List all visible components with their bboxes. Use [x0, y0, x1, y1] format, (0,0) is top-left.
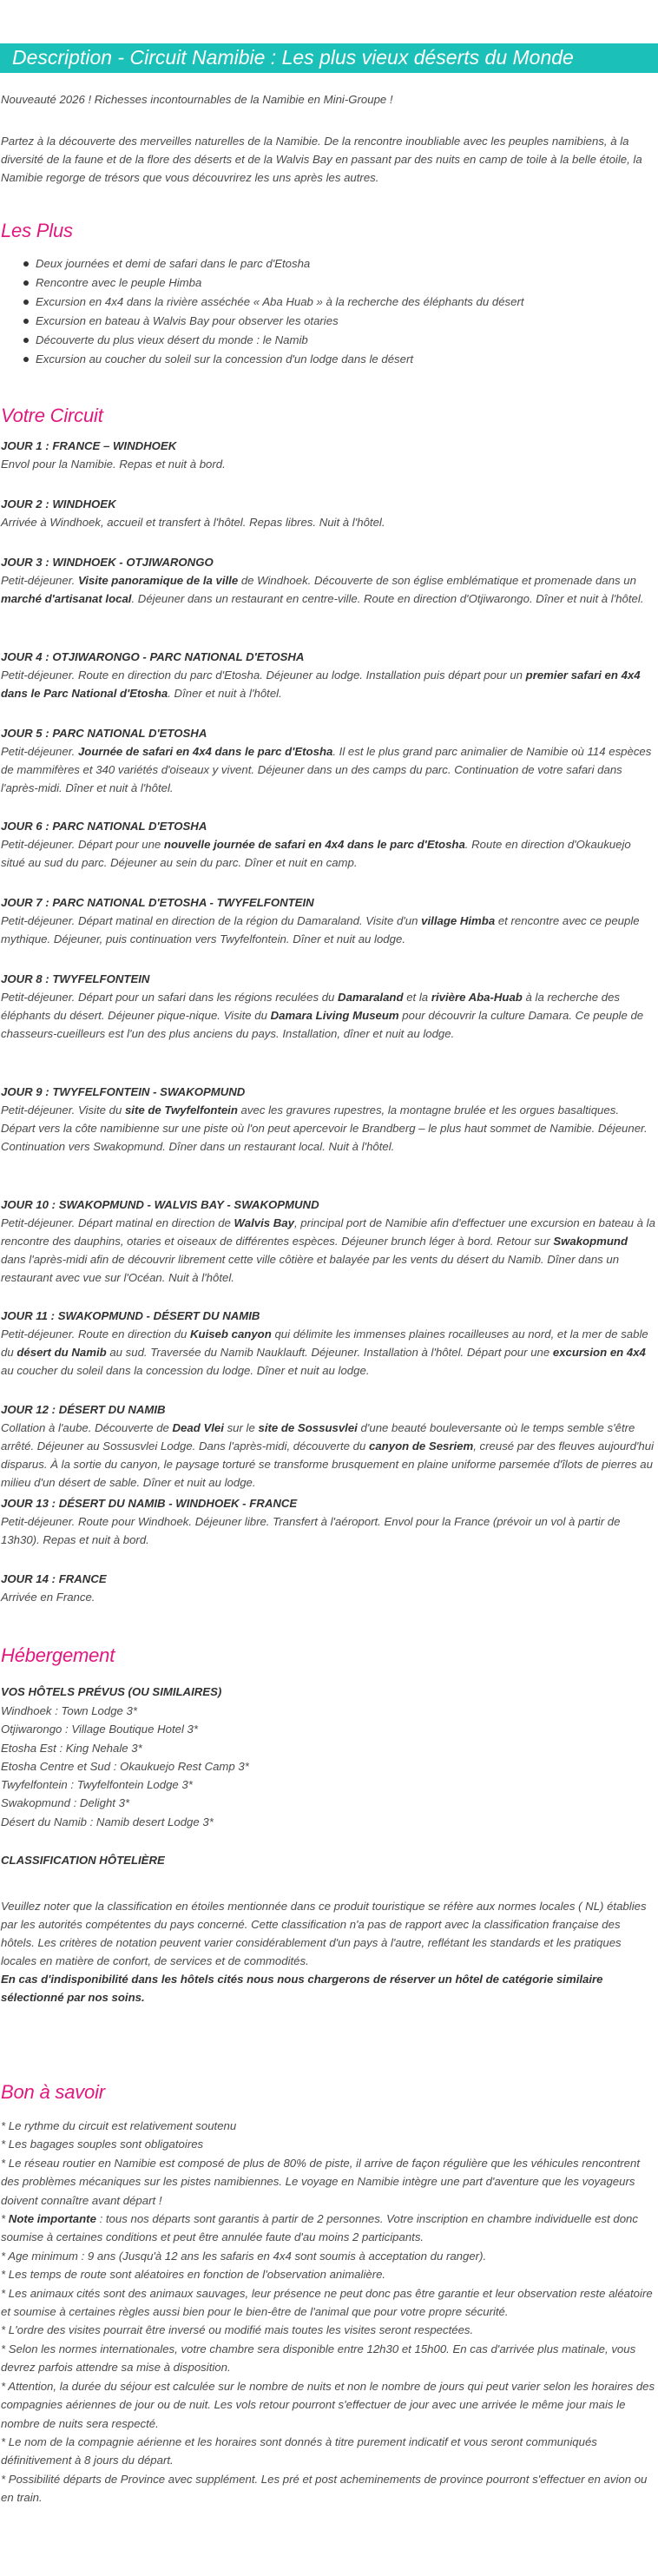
day-description: [1, 513, 655, 531]
highlight-text: désert du Namib: [16, 1346, 107, 1359]
circuit-heading: Votre Circuit: [1, 405, 103, 426]
highlight-text: Damaraland: [338, 991, 404, 1004]
day-description: [1, 571, 655, 608]
hotel-item: Etosha Centre et Sud : Okaukuejo Rest Camp 3*: [1, 1759, 249, 1773]
intro-headline: Nouveauté 2026 ! Richesses incontournables de la Namibie en Mini-Groupe !: [1, 93, 393, 106]
text-segment: * Le rythme du circuit est relativement soutenu: [1, 2119, 237, 2132]
text-segment: , principal port de Namibie afin d'effectuer une excursion en bateau à la rencontre des dauphins, otaries et oiseaux de différentes espèces. Déjeuner brunch léger à bord. Retour sur: [1, 1216, 655, 1248]
text-segment: : tous nos départs sont garantis à partir de 2 personnes. Votre inscription en chambre individuelle est donc soumise à certaines conditions et peut être annulée faute d'au moins 2 participants.: [1, 2212, 638, 2244]
day-title: JOUR 14 : FRANCE: [1, 1572, 107, 1585]
highlight-text: Walvis Bay: [234, 1216, 294, 1229]
day-13: [1, 1494, 655, 1549]
day-description: [1, 988, 655, 1043]
bon-a-savoir-heading: Bon à savoir: [1, 2081, 105, 2103]
plus-item: Deux journées et demi de safari dans le parc d'Etosha: [36, 254, 524, 273]
day-10: [1, 1196, 655, 1287]
day-4: [1, 648, 655, 702]
classification-warning: En cas d'indisponibilité dans les hôtels cités nous nous chargerons de réserver un hôtel de catégorie similaire sélectionné par nos soins.: [1, 1973, 603, 2004]
info-item: [1, 2265, 655, 2283]
day-title: JOUR 1 : FRANCE – WINDHOEK: [1, 439, 177, 452]
day-6: [1, 817, 655, 872]
text-segment: * Les bagages souples sont obligatoires: [1, 2138, 204, 2151]
day-title: JOUR 7 : PARC NATIONAL D'ETOSHA - TWYFELFONTEIN: [1, 896, 314, 909]
text-segment: . Déjeuner dans un restaurant en centre-ville. Route en direction d'Otjiwarongo. Dîner et nuit à l'hôtel.: [131, 592, 644, 605]
plus-item: Excursion en bateau à Walvis Bay pour observer les otaries: [36, 312, 524, 331]
highlight-text: site de Sossusvlei: [258, 1421, 358, 1434]
day-description: [1, 1325, 655, 1380]
text-segment: au coucher du soleil dans la concession du lodge. Dîner et nuit au lodge.: [1, 1364, 370, 1377]
day-title: JOUR 12 : DÉSERT DU NAMIB: [1, 1403, 166, 1416]
day-title: JOUR 5 : PARC NATIONAL D'ETOSHA: [1, 727, 207, 740]
text-segment: * Attention, la durée du séjour est calculée sur le nombre de nuits et non le nombre de jours qui peut varier selon les horaires des compagnies aériennes de jour ou de nuit. Les vols retour pourront s'effectuer de jour avec une arrivée le même jour mais le nombre de nuits sera respecté.: [1, 2379, 655, 2430]
highlight-text: Note importante: [8, 2212, 96, 2226]
hotel-list: [1, 1702, 249, 1831]
info-item: [1, 2433, 655, 2470]
plus-item: Excursion en 4x4 dans la rivière asséchée « Aba Huab » à la recherche des éléphants du désert: [36, 293, 524, 312]
hotel-item: Désert du Namib : Namib desert Lodge 3*: [1, 1815, 214, 1828]
highlight-text: nouvelle journée de safari en 4x4 dans le parc d'Etosha: [163, 838, 465, 851]
classification-text: Veuillez noter que la classification en étoiles mentionnée dans ce produit touristique se réfère aux normes locales ( NL) établies par les autorités compétentes du pays concerné. Cette classification n'a pas de rapport avec la classification française des hôtels. Les critères de notation peuvent varier considérablement d'un pays à l'autre, reflétant les standards et les pratiques locales en matière de confort, de services et de commodités.: [1, 1900, 647, 1967]
plus-item: Excursion au coucher du soleil sur la concession d'un lodge dans le désert: [36, 350, 524, 369]
text-segment: de Windhoek. Découverte de son église emblématique et promenade dans un: [238, 574, 636, 587]
text-segment: Petit-déjeuner.: [1, 745, 78, 758]
info-item: [1, 2284, 655, 2322]
text-segment: Arrivée en France.: [1, 1591, 95, 1604]
hotel-item: Swakopmund : Delight 3*: [1, 1796, 130, 1810]
plus-heading: Les Plus: [1, 220, 73, 241]
classification-block: [1, 1897, 655, 2006]
day-11: [1, 1307, 655, 1380]
day-description: [1, 1512, 655, 1549]
plus-item: Rencontre avec le peuple Himba: [36, 273, 524, 293]
text-segment: Arrivée à Windhoek, accueil et transfert à l'hôtel. Repas libres. Nuit à l'hôtel.: [1, 516, 385, 529]
hotel-item: Otjiwarongo : Village Boutique Hotel 3*: [1, 1723, 199, 1736]
page-title: Description - Circuit Namibie : Les plus vieux déserts du Monde: [12, 46, 574, 69]
day-3: [1, 553, 655, 608]
day-14: [1, 1570, 655, 1606]
text-segment: * Les animaux cités sont des animaux sauvages, leur présence ne peut donc pas être garantie et leur observation reste aléatoire et soumise à certaines règles aussi bien pour le bien-être de l'animal que pour votre propre sécurité.: [1, 2286, 653, 2319]
day-description: [1, 666, 655, 702]
day-title: JOUR 3 : WINDHOEK - OTJIWARONGO: [1, 556, 214, 569]
highlight-text: Journée de safari en 4x4 dans le parc d'Etosha: [77, 745, 333, 758]
highlight-text: site de Twyfelfontein: [124, 1104, 238, 1117]
day-description: [1, 742, 655, 797]
hotel-item: Etosha Est : King Nehale 3*: [1, 1741, 142, 1755]
info-item: [1, 2247, 655, 2265]
info-item: [1, 2210, 655, 2247]
text-segment: d'une beauté bouleversante où le temps semble s'être arrêté. Déjeuner au Sossusvlei Lodge. Dans l'après-midi, découverte du: [1, 1421, 635, 1453]
day-9: [1, 1083, 655, 1156]
text-segment: Petit-déjeuner. Départ matinal en direction de la région du Damaraland. Visite d'un: [1, 914, 422, 927]
day-2: [1, 495, 655, 531]
day-7: [1, 893, 655, 948]
text-segment: * Le réseau routier en Namibie est composé de plus de 80% de piste, il arrive de façon régulière que les véhicules rencontrent des problèmes mécaniques sur les pistes namibiennes. Le voyage en Namibie intègre une part d'aventure que les voyageurs doivent connaître avant départ !: [1, 2156, 640, 2207]
text-segment: * Le nom de la compagnie aérienne et les horaires sont donnés à titre purement indicatif et vous seront communiqués définitivement à 8 jours du départ.: [1, 2434, 597, 2467]
text-segment: Petit-déjeuner. Visite du: [1, 1104, 125, 1117]
info-item: [1, 2135, 655, 2153]
highlight-text: village Himba: [421, 914, 496, 927]
text-segment: * Selon les normes internationales, votre chambre sera disponible entre 12h30 et 15h00. En cas d'arrivée plus matinale, vous devrez parfois attendre sa mise à disposition.: [1, 2342, 636, 2375]
text-segment: Envol pour la Namibie. Repas et nuit à bord.: [1, 458, 226, 471]
text-segment: Petit-déjeuner. Départ matinal en direction de: [1, 1216, 234, 1229]
hotel-item: Twyfelfontein : Twyfelfontein Lodge 3*: [1, 1778, 193, 1792]
text-segment: , creusé par des fleuves aujourd'hui disparus. À la sortie du canyon, le paysage torturé se transforme brusquement en plaine uniforme parsemée d'îlots de pierres au milieu d'un désert de sable. Dîner et nuit au lodge.: [1, 1440, 655, 1489]
text-segment: Petit-déjeuner. Route en direction du parc d'Etosha. Déjeuner au lodge. Installation puis départ pour un: [1, 669, 526, 682]
day-description: [1, 1101, 655, 1156]
text-segment: * Age minimum : 9 ans (Jusqu'à 12 ans les safaris en 4x4 sont soumis à acceptation du ranger).: [1, 2249, 487, 2263]
text-segment: . Route en direction d'Okaukuejo situé au sud du parc. Déjeuner au sein du parc. Dîner et nuit en camp.: [1, 838, 631, 869]
day-description: [1, 455, 655, 473]
highlight-text: premier safari en 4x4 dans le Parc National d'Etosha: [1, 669, 641, 700]
text-segment: Petit-déjeuner.: [1, 574, 78, 587]
highlight-text: Damara Living Museum: [270, 1009, 399, 1022]
hotel-item: Windhoek : Town Lodge 3*: [1, 1704, 138, 1717]
text-segment: à la recherche des éléphants du désert. Déjeuner pique-nique. Visite du: [1, 991, 621, 1022]
intro-paragraph: Partez à la découverte des merveilles naturelles de la Namibie. De la rencontre inoubliable avec les peuples namibiens, à la diversité de la faune et de la flore des déserts et de la Walvis Bay en passant par des nuits en camp de toile à la belle étoile, la Namibie regorge de trésors que vous découvrirez les uns après les autres.: [1, 135, 642, 184]
day-12: [1, 1400, 655, 1492]
highlight-text: Dead Vlei: [172, 1421, 224, 1434]
text-segment: * Les temps de route sont aléatoires en fonction de l'observation animalière.: [1, 2268, 386, 2282]
info-item: [1, 2377, 655, 2433]
bon-a-savoir-list: [1, 2117, 655, 2507]
text-segment: . Il est le plus grand parc animalier de Namibie où 114 espèces de mammifères et 340 variétés d'oiseaux y vivent. Déjeuner dans un des camps du parc. Continuation de votre safari dans l'après-midi. Dîner et nuit à l'hôtel.: [1, 745, 652, 794]
highlight-text: excursion en 4x4: [552, 1346, 646, 1359]
title-banner: [0, 43, 658, 73]
info-item: [1, 2321, 655, 2339]
info-item: [1, 2154, 655, 2210]
text-segment: qui délimite les immenses plaines rocailleuses au nord, et la mer de sable du: [1, 1328, 648, 1359]
plus-item: Découverte du plus vieux désert du monde : le Namib: [36, 331, 524, 350]
day-description: [1, 1588, 655, 1606]
classification-heading: CLASSIFICATION HÔTELIÈRE: [1, 1854, 165, 1867]
text-segment: et la: [403, 991, 431, 1004]
info-item: [1, 2340, 655, 2377]
text-segment: Petit-déjeuner. Route en direction du: [1, 1328, 190, 1341]
day-title: JOUR 8 : TWYFELFONTEIN: [1, 972, 150, 985]
highlight-text: Kuiseb canyon: [189, 1328, 272, 1341]
text-segment: * Possibilité départs de Province avec supplément. Les pré et post acheminements de province pourront s'effectuer en avion ou en train.: [1, 2472, 648, 2505]
day-title: JOUR 6 : PARC NATIONAL D'ETOSHA: [1, 820, 207, 833]
day-title: JOUR 4 : OTJIWARONGO - PARC NATIONAL D'ETOSHA: [1, 650, 305, 663]
text-segment: sur le: [223, 1421, 259, 1434]
day-5: [1, 724, 655, 797]
day-description: [1, 1419, 655, 1492]
hebergement-heading: Hébergement: [1, 1644, 115, 1666]
text-segment: dans l'après-midi afin de découvrir librement cette ville côtière et balayée par les vents du désert du Namib. Dîner dans un restaurant avec vue sur l'Océan. Nuit à l'hôtel.: [1, 1253, 620, 1284]
text-segment: * L'ordre des visites pourrait être inversé ou modifié mais toutes les visites seront respectées.: [1, 2323, 474, 2337]
highlight-text: marché d'artisanat local: [1, 592, 132, 605]
text-segment: Collation à l'aube. Découverte de: [1, 1421, 173, 1434]
text-segment: pour découvrir la culture Damara. Ce peuple de chasseurs-cueilleurs est l'un des plus anciens du pays. Installation, dîner et nuit au lodge.: [1, 1009, 644, 1040]
day-8: [1, 970, 655, 1043]
day-title: JOUR 9 : TWYFELFONTEIN - SWAKOPMUND: [1, 1085, 246, 1098]
hotels-subheading: VOS HÔTELS PRÉVUS (OU SIMILAIRES): [1, 1685, 222, 1698]
info-item: [1, 2470, 655, 2507]
info-item: [1, 2117, 655, 2135]
text-segment: et rencontre avec ce peuple mythique. Déjeuner, puis continuation vers Twyfelfontein. Dîner et nuit au lodge.: [1, 914, 640, 945]
text-segment: *: [1, 2212, 9, 2226]
text-segment: Petit-déjeuner. Départ pour un safari dans les régions reculées du: [1, 991, 339, 1004]
day-title: JOUR 10 : SWAKOPMUND - WALVIS BAY - SWAKOPMUND: [1, 1198, 319, 1211]
day-description: [1, 835, 655, 872]
highlight-text: rivière Aba-Huab: [431, 991, 523, 1004]
day-title: JOUR 13 : DÉSERT DU NAMIB - WINDHOEK - FRANCE: [1, 1497, 298, 1510]
highlight-text: canyon de Sesriem: [369, 1440, 474, 1453]
text-segment: Petit-déjeuner. Départ pour une: [1, 838, 164, 851]
text-segment: Petit-déjeuner. Route pour Windhoek. Déjeuner libre. Transfert à l'aéroport. Envol pour la France (prévoir un vol à partir de 13h30). Repas et nuit à bord.: [1, 1515, 621, 1546]
plus-list: [1, 254, 524, 369]
text-segment: avec les gravures rupestres, la montagne brulée et les orgues basaltiques. Départ vers la côte namibienne sur une piste où l'on peut apercevoir le Brandberg – le plus haut sommet de Namibie. Déjeuner. Continuation vers Swakopmund. Dîner dans un restaurant local. Nuit à l'hôtel.: [1, 1104, 648, 1153]
day-description: [1, 1214, 655, 1287]
day-title: JOUR 2 : WINDHOEK: [1, 497, 116, 511]
highlight-text: Visite panoramique de la ville: [77, 574, 239, 587]
text-segment: . Dîner et nuit à l'hôtel.: [168, 687, 282, 700]
day-title: JOUR 11 : SWAKOPMUND - DÉSERT DU NAMIB: [1, 1309, 260, 1322]
day-description: [1, 912, 655, 948]
day-1: [1, 437, 655, 473]
highlight-text: Swakopmund: [553, 1235, 628, 1248]
text-segment: au sud. Traversée du Namib Nauklauft. Déjeuner. Installation à l'hôtel. Départ pour une: [106, 1346, 553, 1359]
